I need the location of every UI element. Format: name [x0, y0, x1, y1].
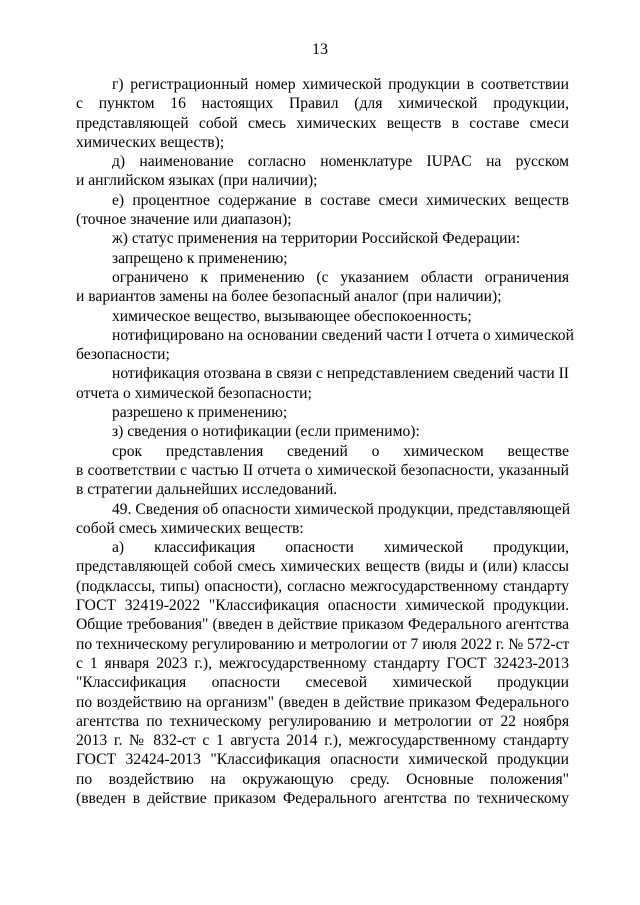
paragraph-item-e	[76, 191, 569, 230]
text-line: ж) статус применения на территории Российской Федерации:	[112, 230, 521, 248]
text-line: срок представления сведений о химическом веществе	[112, 442, 569, 460]
text-line: д) наименование согласно номенклатуре IUPAC на русском	[112, 153, 569, 171]
text-line: по техническому регулированию и метрологии от 7 июля 2022 г. № 572-ст	[76, 635, 570, 653]
text-line: г) регистрационный номер химической продукции в соответствии	[112, 76, 569, 93]
text-line: и английском языках (при наличии);	[76, 172, 318, 190]
text-line: агентства по техническому регулированию и метрологии от 22 ноября	[76, 712, 569, 730]
paragraph-status-notified	[76, 326, 574, 365]
text-line: химических веществ);	[76, 133, 225, 151]
text-line: "Классификация опасности смесевой химической продукции	[76, 674, 569, 692]
paragraph-status-limited	[76, 268, 569, 307]
text-line: представляющей собой смесь химических веществ в составе смеси	[76, 114, 569, 132]
text-line: е) процентное содержание в составе смеси химических веществ	[112, 191, 569, 209]
text-line: Общие требования" (введен в действие приказом Федерального агентства	[76, 616, 569, 634]
paragraph-status-allowed	[76, 403, 569, 422]
text-line: по воздействию на окружающую среду. Основные положения"	[76, 770, 569, 788]
text-line: нотификация отозвана в связи с непредставлением сведений части II	[112, 365, 569, 383]
text-line: 49. Сведения об опасности химической продукции, представляющей	[112, 500, 571, 518]
text-line: з) сведения о нотификации (если применимо):	[112, 423, 420, 441]
paragraph-notification-deadline	[76, 442, 569, 500]
paragraph-status-concern	[76, 307, 569, 326]
paragraph-item-z	[76, 422, 569, 441]
text-line: с 1 января 2023 г.), межгосударственному стандарту ГОСТ 32423-2013	[76, 654, 569, 672]
text-line: (точное значение или диапазон);	[76, 211, 292, 229]
paragraph-item-a	[76, 538, 569, 808]
text-line: с пунктом 16 настоящих Правил (для химической продукции,	[76, 95, 569, 113]
text-line: 2013 г. № 832-ст с 1 августа 2014 г.), межгосударственному стандарту	[76, 732, 569, 750]
text-line: нотифицировано на основании сведений части I отчета о химической	[112, 326, 574, 344]
paragraph-item-zh	[76, 229, 569, 248]
page-number: 13	[312, 41, 328, 58]
text-line: собой смесь химических веществ:	[76, 519, 304, 537]
text-line: ГОСТ 32424-2013 "Классификация опасности химической продукции	[76, 751, 569, 769]
text-line: (введен в действие приказом Федерального агентства по техническому	[76, 789, 569, 807]
paragraph-status-revoked	[76, 364, 569, 403]
text-line: ГОСТ 32419-2022 "Классификация опасности химической продукции.	[76, 597, 569, 615]
text-line: а) классификация опасности химической продукции,	[112, 539, 569, 557]
paragraph-item-d	[76, 152, 569, 191]
text-line: в соответствии с частью II отчета о химической безопасности, указанный	[76, 461, 569, 479]
paragraph-status-prohibited	[76, 249, 569, 268]
text-line: безопасности;	[76, 346, 170, 364]
text-line: представляющей собой смесь химических веществ (виды и (или) классы	[76, 558, 569, 576]
text-line: химическое вещество, вызывающее обеспокоенность;	[112, 307, 472, 325]
text-line: запрещено к применению;	[112, 249, 288, 267]
text-line: в стратегии дальнейших исследований.	[76, 481, 338, 499]
text-line: отчета о химической безопасности;	[76, 384, 312, 402]
paragraph-section-49	[76, 500, 569, 539]
document-body	[76, 75, 574, 808]
text-line: и вариантов замены на более безопасный аналог (при наличии);	[76, 288, 502, 306]
paragraph-item-g	[76, 75, 569, 152]
text-line: по воздействию на организм" (введен в действие приказом Федерального	[76, 693, 569, 711]
text-line: (подклассы, типы) опасности), согласно межгосударственному стандарту	[76, 577, 569, 595]
text-line: разрешено к применению;	[112, 404, 288, 422]
text-line: ограничено к применению (с указанием области ограничения	[112, 268, 569, 286]
